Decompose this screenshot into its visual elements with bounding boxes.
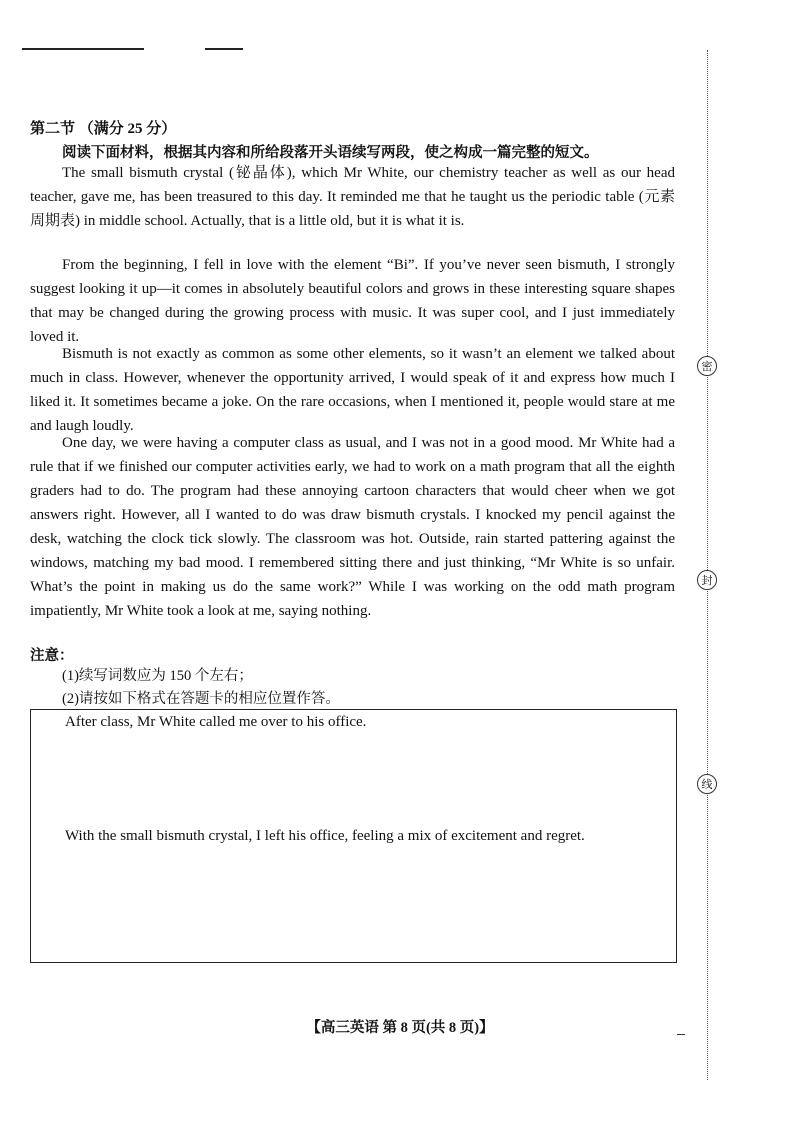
margin-dash [677, 1034, 685, 1035]
binding-mark-feng: 封 [697, 570, 717, 590]
notes-label: 注意： [30, 648, 74, 664]
binding-mark-xian: 线 [697, 774, 717, 794]
passage-paragraph-1: The small bismuth crystal (铋晶体), which Mr White, our chemistry teacher as well as our head teacher, gave me, has been treasured to this day. It reminded me that he taught us the periodic table (元素周期表) in middle school. Actually, that is a little old, but it is what it is. [30, 165, 675, 229]
passage-paragraph-2: From the beginning, I fell in love with the element “Bi”. If you’ve never seen bismuth, I strongly suggest looking it up—it comes in absolutely beautiful colors and grows in these interesting square shapes that may be changed during the growing process with music. It was super cool, and I just immediately loved it. [30, 257, 675, 345]
paragraph-opening-2: With the small bismuth crystal, I left his office, feeling a mix of excitement and regret. [65, 828, 585, 844]
section-heading: 第二节 （满分 25 分） [30, 121, 177, 137]
note-item-2: (2)请按如下格式在答题卡的相应位置作答。 [62, 691, 340, 707]
note-item-1: (1)续写词数应为 150 个左右； [62, 668, 253, 684]
header-rule-right [205, 48, 243, 50]
binding-mark-mi: 密 [697, 356, 717, 376]
binding-dotted-line [707, 50, 708, 1080]
passage-paragraph-3: Bismuth is not exactly as common as some other elements, so it wasn’t an element we talked about much in class. However, whenever the opportunity arrived, I would speak of it and express how much I liked it. It sometimes became a joke. On the rare occasions, when I mentioned it, people would stare at me and laugh loudly. [30, 346, 675, 434]
passage-paragraph-4: One day, we were having a computer class as usual, and I was not in a good mood. Mr White had a rule that if we finished our computer activities early, we had to work on a math program that all the eighth graders had to do. The program had these annoying cartoon characters that would cheer when we got answers right. However, all I wanted to do was draw bismuth crystals. I knocked my pencil against the desk, watching the clock tick slowly. The classroom was hot. Outside, rain started pattering against the windows, matching my bad mood. I remembered sitting there and just thinking, “Mr White is so unfair. What’s the point in making us do the same work?” While I was working on the odd math program impatiently, Mr White took a look at me, saying nothing. [30, 435, 675, 619]
page-footer: 【高三英语 第 8 页(共 8 页)】 [306, 1020, 494, 1036]
task-instruction: 阅读下面材料，根据其内容和所给段落开头语续写两段，使之构成一篇完整的短文。 [62, 145, 599, 161]
answer-box[interactable] [30, 709, 677, 963]
header-rule-left [22, 48, 144, 50]
paragraph-opening-1: After class, Mr White called me over to his office. [65, 714, 367, 730]
